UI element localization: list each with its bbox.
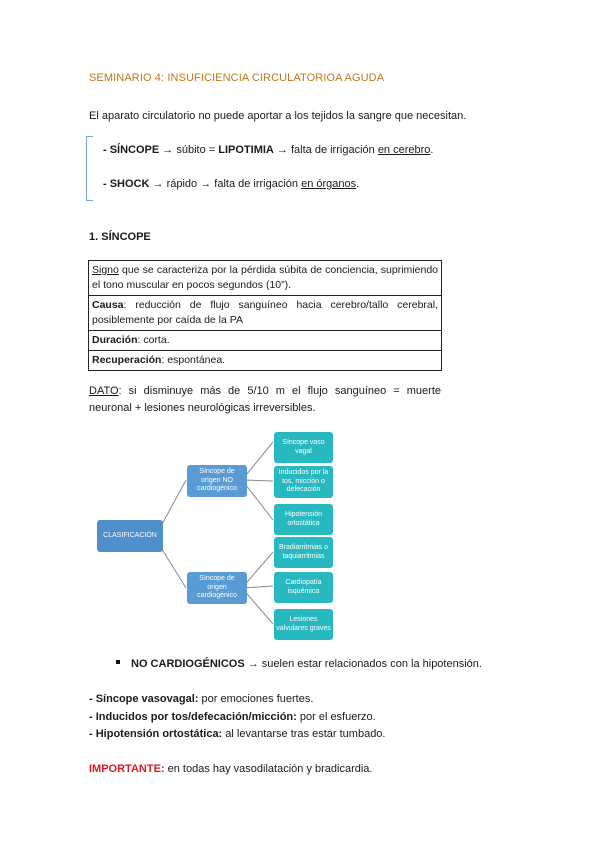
shock-underlined: en órganos — [301, 178, 357, 190]
syncope-label: - SÍNCOPE — [103, 144, 160, 156]
definition-table — [88, 260, 442, 371]
intro-text: El aparato circulatorio no puede aportar a los tejidos la sangre que necesitan. — [89, 110, 467, 122]
diagram-leaf-node: Inducidos por la tos, micción o defecación — [274, 466, 333, 498]
syncope-underlined: en cerebro — [377, 144, 431, 156]
table-cell — [89, 351, 442, 371]
syncope-text: súbito = — [173, 144, 219, 156]
recuperacion-label: Recuperación — [92, 354, 162, 366]
important-line — [89, 762, 372, 777]
arrow-icon: → — [200, 178, 212, 190]
important-label: IMPORTANTE: — [89, 763, 165, 775]
diagram-leaf-node: Síncope vaso vagal — [274, 432, 333, 463]
detail-line — [89, 727, 385, 742]
list-bracket — [86, 136, 93, 201]
signo-text: que se caracteriza por la pérdida súbita de conciencia, suprimiendo el tono muscular en pocos segundos (10”). — [92, 264, 438, 291]
detail-text: por emociones fuertes. — [198, 693, 314, 705]
section-heading: 1. SÍNCOPE — [89, 231, 151, 243]
shock-line — [103, 177, 359, 192]
table-row — [89, 296, 442, 331]
table-row — [89, 261, 442, 296]
diagram-leaf-node: Lesiones valvulares graves — [274, 609, 333, 640]
dato-paragraph — [89, 383, 441, 417]
shock-label: - SHOCK — [103, 178, 150, 190]
signo-label: Signo — [92, 264, 119, 276]
bullet-text: suelen estar relacionados con la hipotensión. — [258, 658, 482, 670]
detail-line — [89, 692, 313, 707]
detail-label: - Inducidos por tos/defecación/micción: — [89, 711, 297, 723]
arrow-icon: → — [152, 178, 164, 190]
bullet-line — [131, 657, 482, 672]
connector-line — [160, 546, 186, 588]
duracion-label: Duración — [92, 334, 138, 346]
table-row — [89, 351, 442, 371]
lipotimia-label: LIPOTIMIA — [218, 144, 274, 156]
detail-text: por el esfuerzo. — [296, 711, 376, 723]
page-title: SEMINARIO 4: INSUFICIENCIA CIRCULATORIOA AGUDA — [89, 72, 385, 84]
arrow-icon: → — [162, 144, 174, 156]
shock-text-2: falta de irrigación — [211, 178, 302, 190]
diagram-root-node: CLASIFICACIÓN — [97, 520, 163, 552]
table-cell — [89, 261, 442, 296]
important-text: en todas hay vasodilatación y bradicardia. — [164, 763, 373, 775]
syncope-line — [103, 143, 433, 158]
diagram-node-cardiogenic: Síncope de origen cardiogénico — [187, 572, 247, 604]
dato-text: : si disminuye más de 5/10 m el flujo sanguíneo = muerte neuronal + lesiones neurológicas irreversibles. — [89, 385, 441, 414]
detail-line — [89, 710, 376, 725]
arrow-icon: → — [247, 658, 259, 670]
connector-line — [160, 480, 186, 528]
detail-text: al levantarse tras estar tumbado. — [222, 728, 386, 740]
diagram-node-no-cardiogenic: Síncope de origen NO cardiogénico — [187, 465, 247, 497]
recuperacion-text: : espontánea. — [161, 354, 226, 366]
dato-label: DATO — [89, 385, 119, 397]
shock-text: rápido — [163, 178, 201, 190]
detail-label: - Síncope vasovagal: — [89, 693, 199, 705]
bullet-icon — [116, 660, 120, 664]
arrow-icon: → — [276, 144, 288, 156]
causa-label: Causa — [92, 299, 124, 311]
shock-end: . — [356, 178, 360, 190]
diagram-leaf-node: Bradiarritmias o taquiarritmias — [274, 537, 333, 568]
syncope-end: . — [430, 144, 434, 156]
table-cell — [89, 331, 442, 351]
syncope-text-2: falta de irrigación — [287, 144, 378, 156]
duracion-text: : corta. — [137, 334, 170, 346]
table-row — [89, 331, 442, 351]
diagram-leaf-node: Cardiopatía isquémica — [274, 572, 333, 603]
diagram-leaf-node: Hipotensión ortostática — [274, 504, 333, 535]
table-cell — [89, 296, 442, 331]
causa-text: : reducción de flujo sanguíneo hacia cerebro/tallo cerebral, posiblemente por caída de la PA — [92, 299, 438, 326]
detail-label: - Hipotensión ortostática: — [89, 728, 223, 740]
no-cardiogenicos-label: NO CARDIOGÉNICOS — [131, 658, 245, 670]
